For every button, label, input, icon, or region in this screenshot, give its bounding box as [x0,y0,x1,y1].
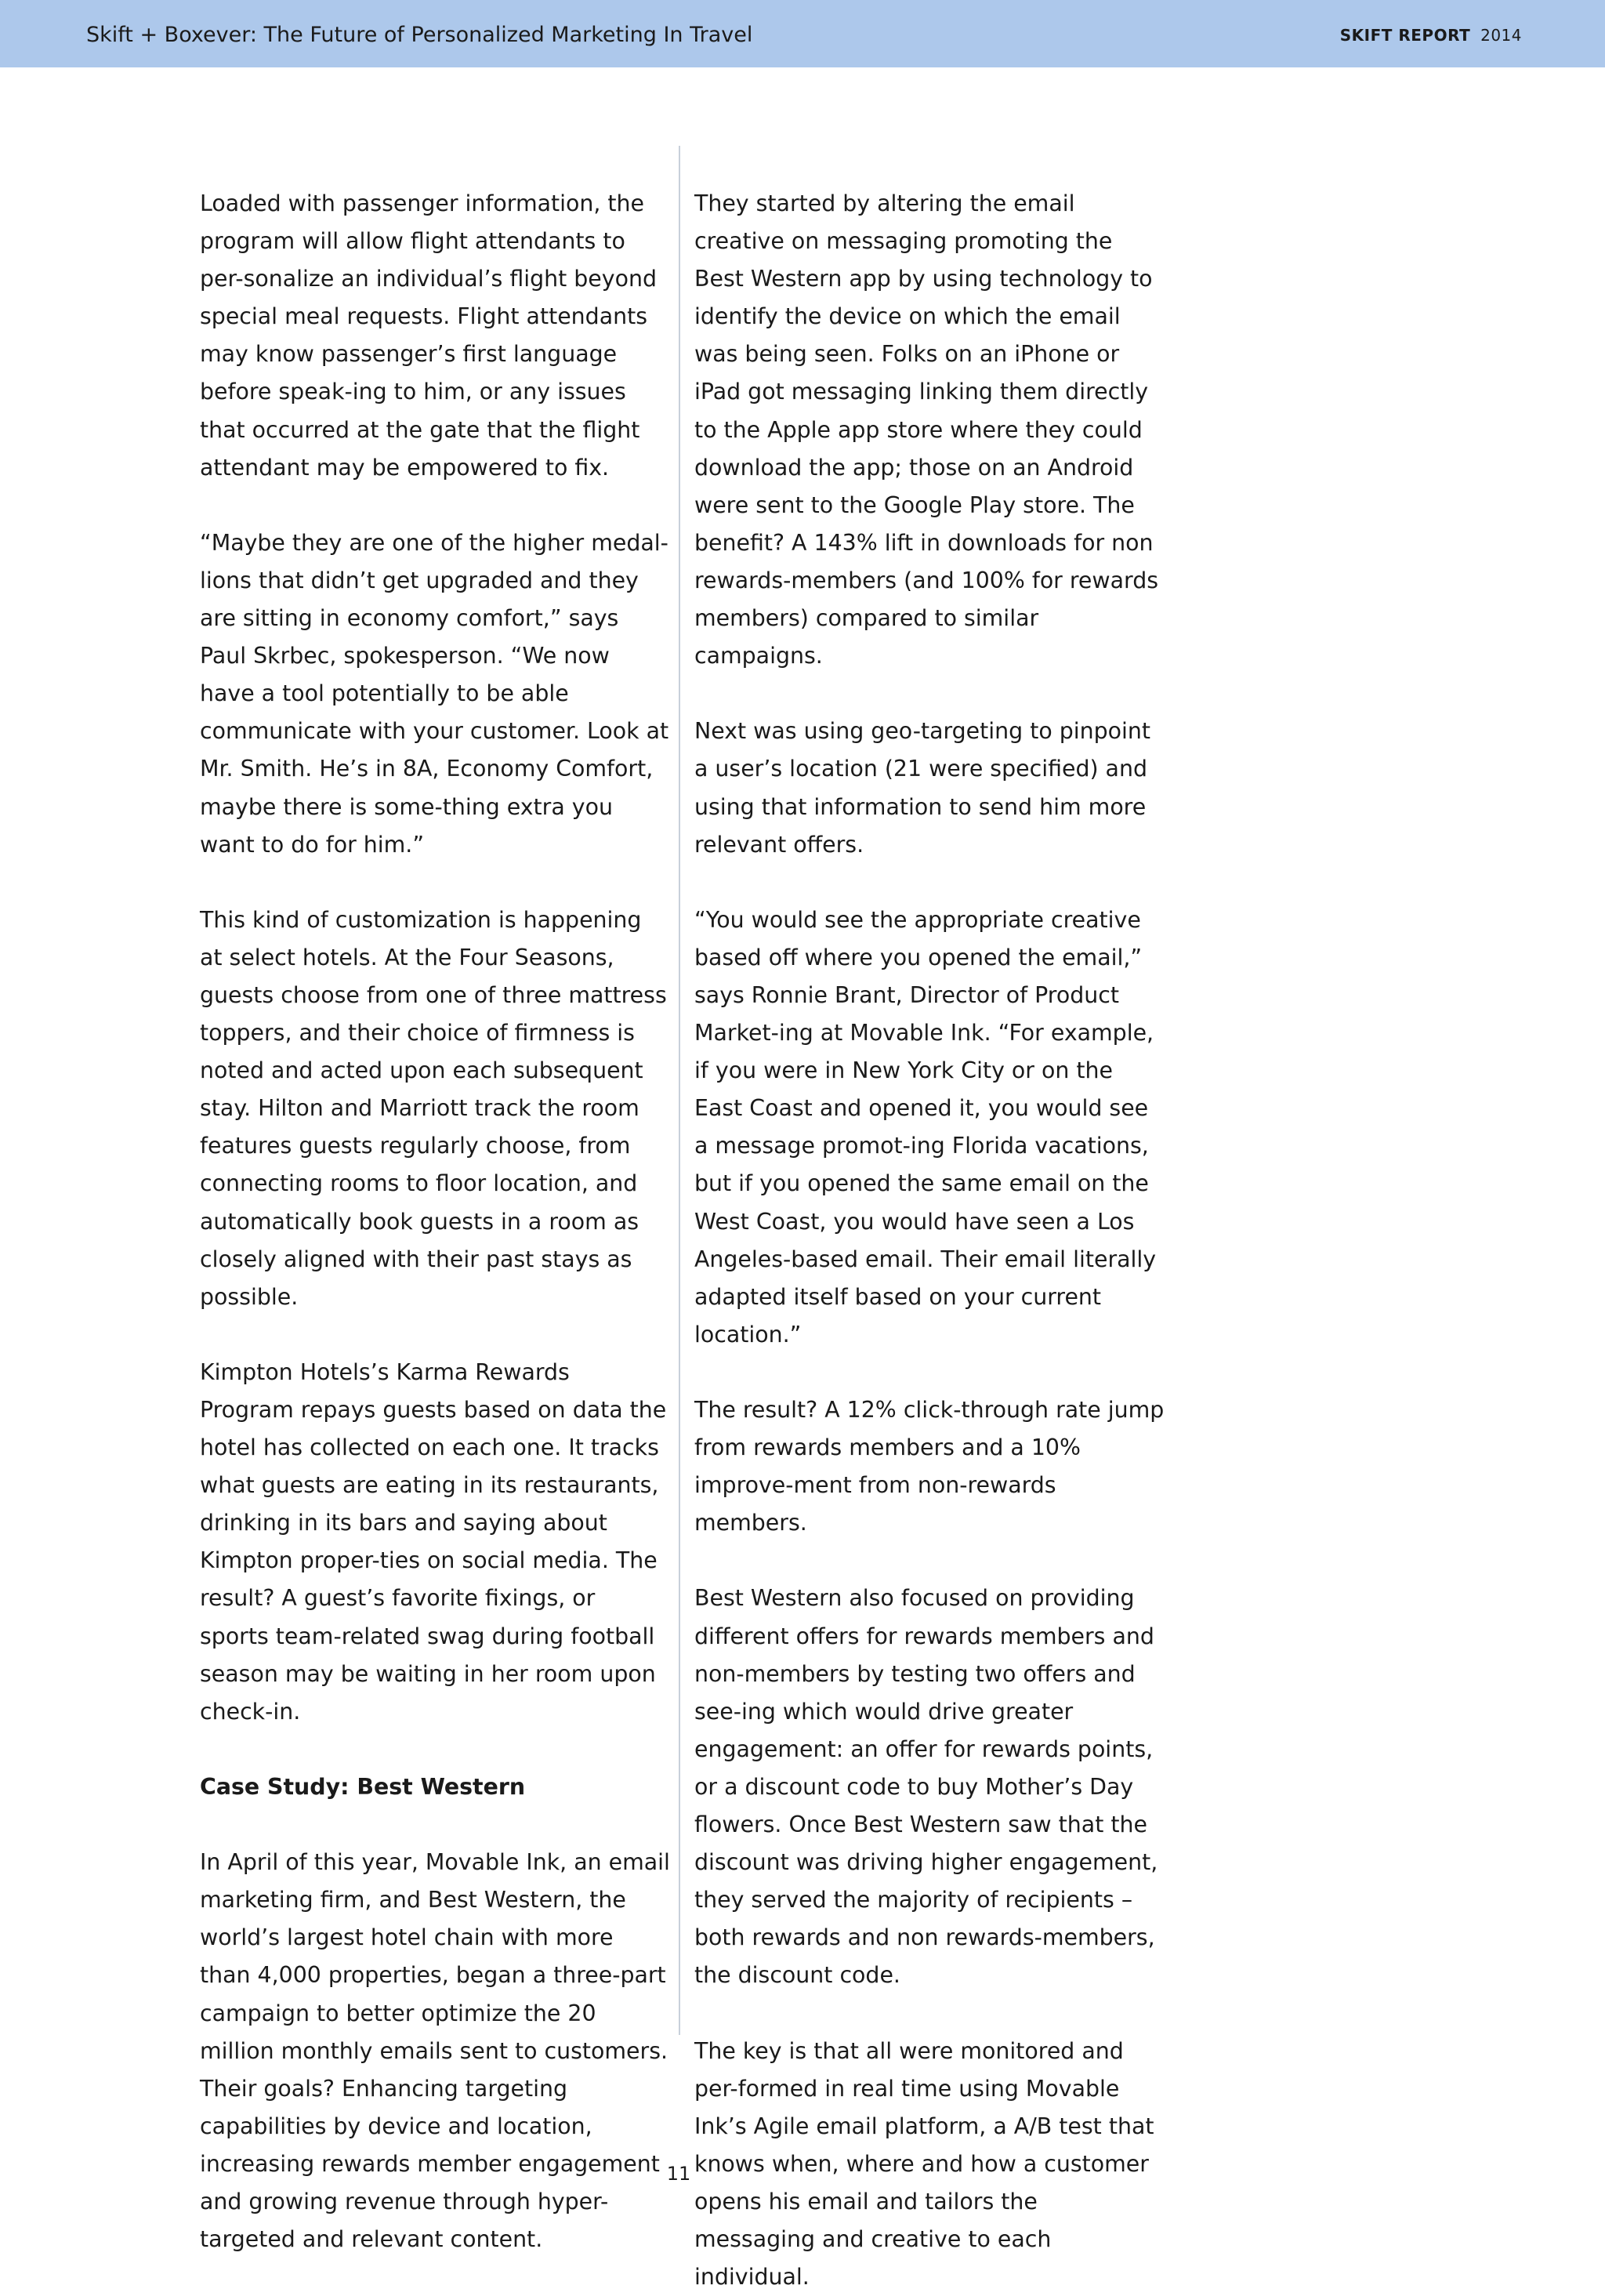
paragraph: “Maybe they are one of the higher medal-lions that didn’t get upgraded and they are sitting in economy comfort,” says Paul Skrbec, spokesperson. “We now have a tool potentially to be able communicate with your customer. Look at Mr. Smith. He’s in 8A, Economy Comfort, maybe there is some-thing extra you want to do for him.” [200,529,669,858]
paragraph: “You would see the appropriate creative based off where you opened the email,” says Ronnie Brant, Director of Product Market-ing at Movable Ink. “For example, if you were in New York City or on the East Coast and opened it, you would see a message promot-ing Florida vacations, but if you opened the same email on the West Coast, you would have seen a Los Angeles-based email. Their email literally adapted itself based on your current location.” [694,906,1157,1347]
paragraph: Next was using geo-targeting to pinpoint a user’s location (21 were specified) and using that information to send him more relevant offers. [694,718,1151,858]
report-label [1340,24,1522,46]
report-brand: SKIFT REPORT [1339,26,1471,45]
paragraph: Kimpton Hotels’s Karma Rewards Program repays guests based on data the hotel has collected on each one. It tracks what guests are eating in its restaurants, drinking in its bars and saying about Kimpton proper-ties on social media. The result? A guest’s favorite fixings, or sports team-related swag during football season may be waiting in her room upon check-in. [200,1358,667,1725]
left-column [200,185,670,2258]
report-header [0,0,1605,67]
paragraph: Best Western also focused on providing different offers for rewards members and non-members by testing two offers and see-ing which would drive greater engagement: an offer for rewards points, or a discount code to buy Mother’s Day flowers. Once Best Western saw that the discount was driving higher engagement, they served the majority of recipients – both rewards and non rewards-members, the discount code. [694,1585,1158,1989]
page-number: 11 [666,2163,691,2185]
paragraph: They started by altering the email creative on messaging promoting the Best Western app by using technology to identify the device on which the email was being seen. Folks on an iPhone or iPad got messaging linking them directly to the Apple app store where they could download the app; those on an Android were sent to the Google Play store. The benefit? A 143% lift in downloads for non rewards-members (and 100% for rewards members) compared to similar campaigns. [694,190,1159,669]
column-divider [679,146,680,2035]
report-title: Skift + Boxever: The Future of Personalized Marketing In Travel [86,23,753,47]
paragraph: In April of this year, Movable Ink, an email marketing firm, and Best Western, the world’s largest hotel chain with more than 4,000 properties, began a three-part campaign to better optimize the 20 million monthly emails sent to customers. Their goals? Enhancing targeting capabilities by device and location, increasing rewards member engagement and growing revenue through hyper-targeted and relevant content. [200,1849,670,2253]
report-year: 2014 [1480,26,1522,45]
section-heading: Case Study: Best Western [200,1773,526,1800]
paragraph: Loaded with passenger information, the program will allow flight attendants to per-sonalize an individual’s flight beyond special meal requests. Flight attendants may know passenger’s first language before speak-ing to him, or any issues that occurred at the gate that the flight attendant may be empowered to fix. [200,190,657,481]
paragraph: The result? A 12% click-through rate jump from rewards members and a 10% improve-ment from non-rewards members. [694,1397,1165,1536]
right-column [694,185,1165,2296]
paragraph: The key is that all were monitored and per-formed in real time using Movable Ink’s Agile email platform, a A/B test that knows when, where and how a customer opens his email and tailors the messaging and creative to each individual. [694,2037,1154,2291]
paragraph: This kind of customization is happening at select hotels. At the Four Seasons, guests choose from one of three mattress toppers, and their choice of firmness is noted and acted upon each subsequent stay. Hilton and Marriott track the room features guests regularly choose, from connecting rooms to floor location, and automatically book guests in a room as closely aligned with their past stays as possible. [200,906,667,1310]
